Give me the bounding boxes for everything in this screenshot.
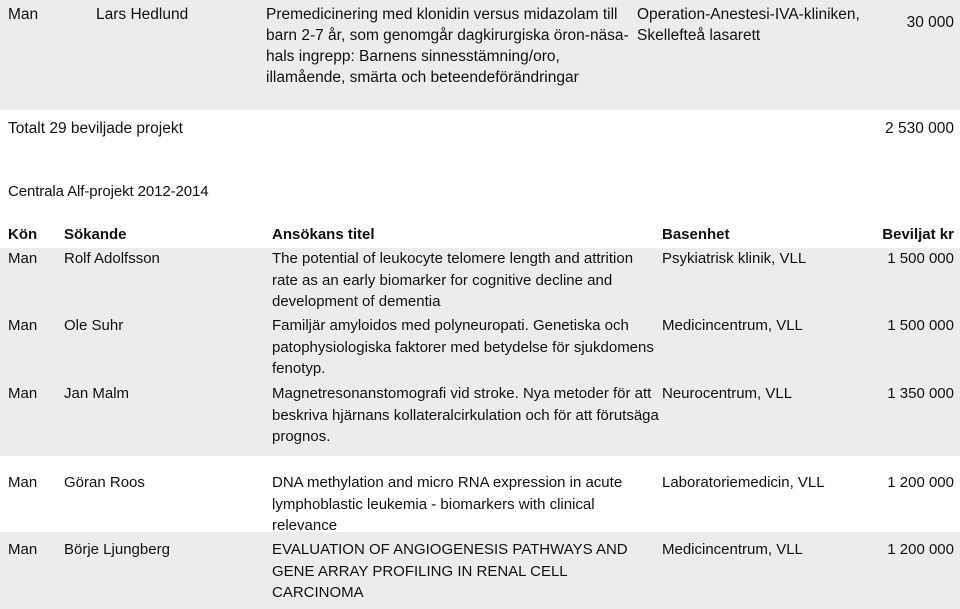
total-amount: 2 530 000 xyxy=(885,120,954,137)
cell-basenhet: Laboratoriemedicin, VLL xyxy=(662,474,825,491)
header-basenhet: Basenhet xyxy=(662,226,730,243)
total-row xyxy=(0,110,960,148)
cell-basenhet: Medicincentrum, VLL xyxy=(662,317,803,334)
cell-beviljat: 1 500 000 xyxy=(887,250,954,267)
cell-sokande: Börje Ljungberg xyxy=(64,541,170,558)
cell-beviljat: 1 500 000 xyxy=(887,317,954,334)
cell-sokande: Ole Suhr xyxy=(64,317,124,334)
cell-kon: Man xyxy=(8,250,38,267)
header-kon: Kön xyxy=(8,226,38,243)
section-title: Centrala Alf-projekt 2012-2014 xyxy=(8,183,209,200)
cell-titel: Familjär amyloidos med polyneuropati. Genetiska och patophysiologiska faktorer med betydelse för sjukdomens fenotyp. xyxy=(272,317,654,377)
cell-titel: Premedicinering med klonidin versus midazolam till barn 2-7 år, som genomgår dagkirurgiska öron-näsa-hals ingrepp: Barnens sinnesstämning/oro, illamående, smärta och beteendeförändringar xyxy=(266,6,629,86)
cell-titel: EVALUATION OF ANGIOGENESIS PATHWAYS AND GENE ARRAY PROFILING IN RENAL CELL CARCINOMA xyxy=(272,541,628,601)
total-label: Totalt 29 beviljade projekt xyxy=(8,120,183,137)
header-titel: Ansökans titel xyxy=(272,226,375,243)
cell-titel: The potential of leukocyte telomere length and attrition rate as an early biomarker for cognitive decline and development of dementia xyxy=(272,250,634,310)
cell-kon: Man xyxy=(8,6,39,23)
cell-kon: Man xyxy=(8,385,38,402)
cell-sokande: Göran Roos xyxy=(64,474,145,491)
cell-titel: DNA methylation and micro RNA expression in acute lymphoblastic leukemia - biomarkers with clinical relevance xyxy=(272,474,623,534)
cell-basenhet: Medicincentrum, VLL xyxy=(662,541,803,558)
header-beviljat: Beviljat kr xyxy=(882,226,954,243)
cell-sokande: Rolf Adolfsson xyxy=(64,250,160,267)
cell-beviljat: 1 350 000 xyxy=(887,385,954,402)
cell-beviljat: 1 200 000 xyxy=(887,541,954,558)
cell-kon: Man xyxy=(8,317,38,334)
cell-titel: Magnetresonanstomografi vid stroke. Nya metoder för att beskriva hjärnans kollateralcirkulation och för att förutsäga prognos. xyxy=(272,385,659,445)
cell-sokande: Lars Hedlund xyxy=(96,6,189,23)
cell-kon: Man xyxy=(8,474,38,491)
cell-basenhet: Operation-Anestesi-IVA-kliniken, Skellefteå lasarett xyxy=(637,6,860,44)
header-sokande: Sökande xyxy=(64,226,127,243)
cell-basenhet: Neurocentrum, VLL xyxy=(662,385,793,402)
cell-sokande: Jan Malm xyxy=(64,385,130,402)
cell-basenhet: Psykiatrisk klinik, VLL xyxy=(662,250,807,267)
cell-kon: Man xyxy=(8,541,38,558)
cell-beviljat: 30 000 xyxy=(906,14,954,31)
cell-beviljat: 1 200 000 xyxy=(887,474,954,491)
previous-project-row xyxy=(0,0,960,110)
